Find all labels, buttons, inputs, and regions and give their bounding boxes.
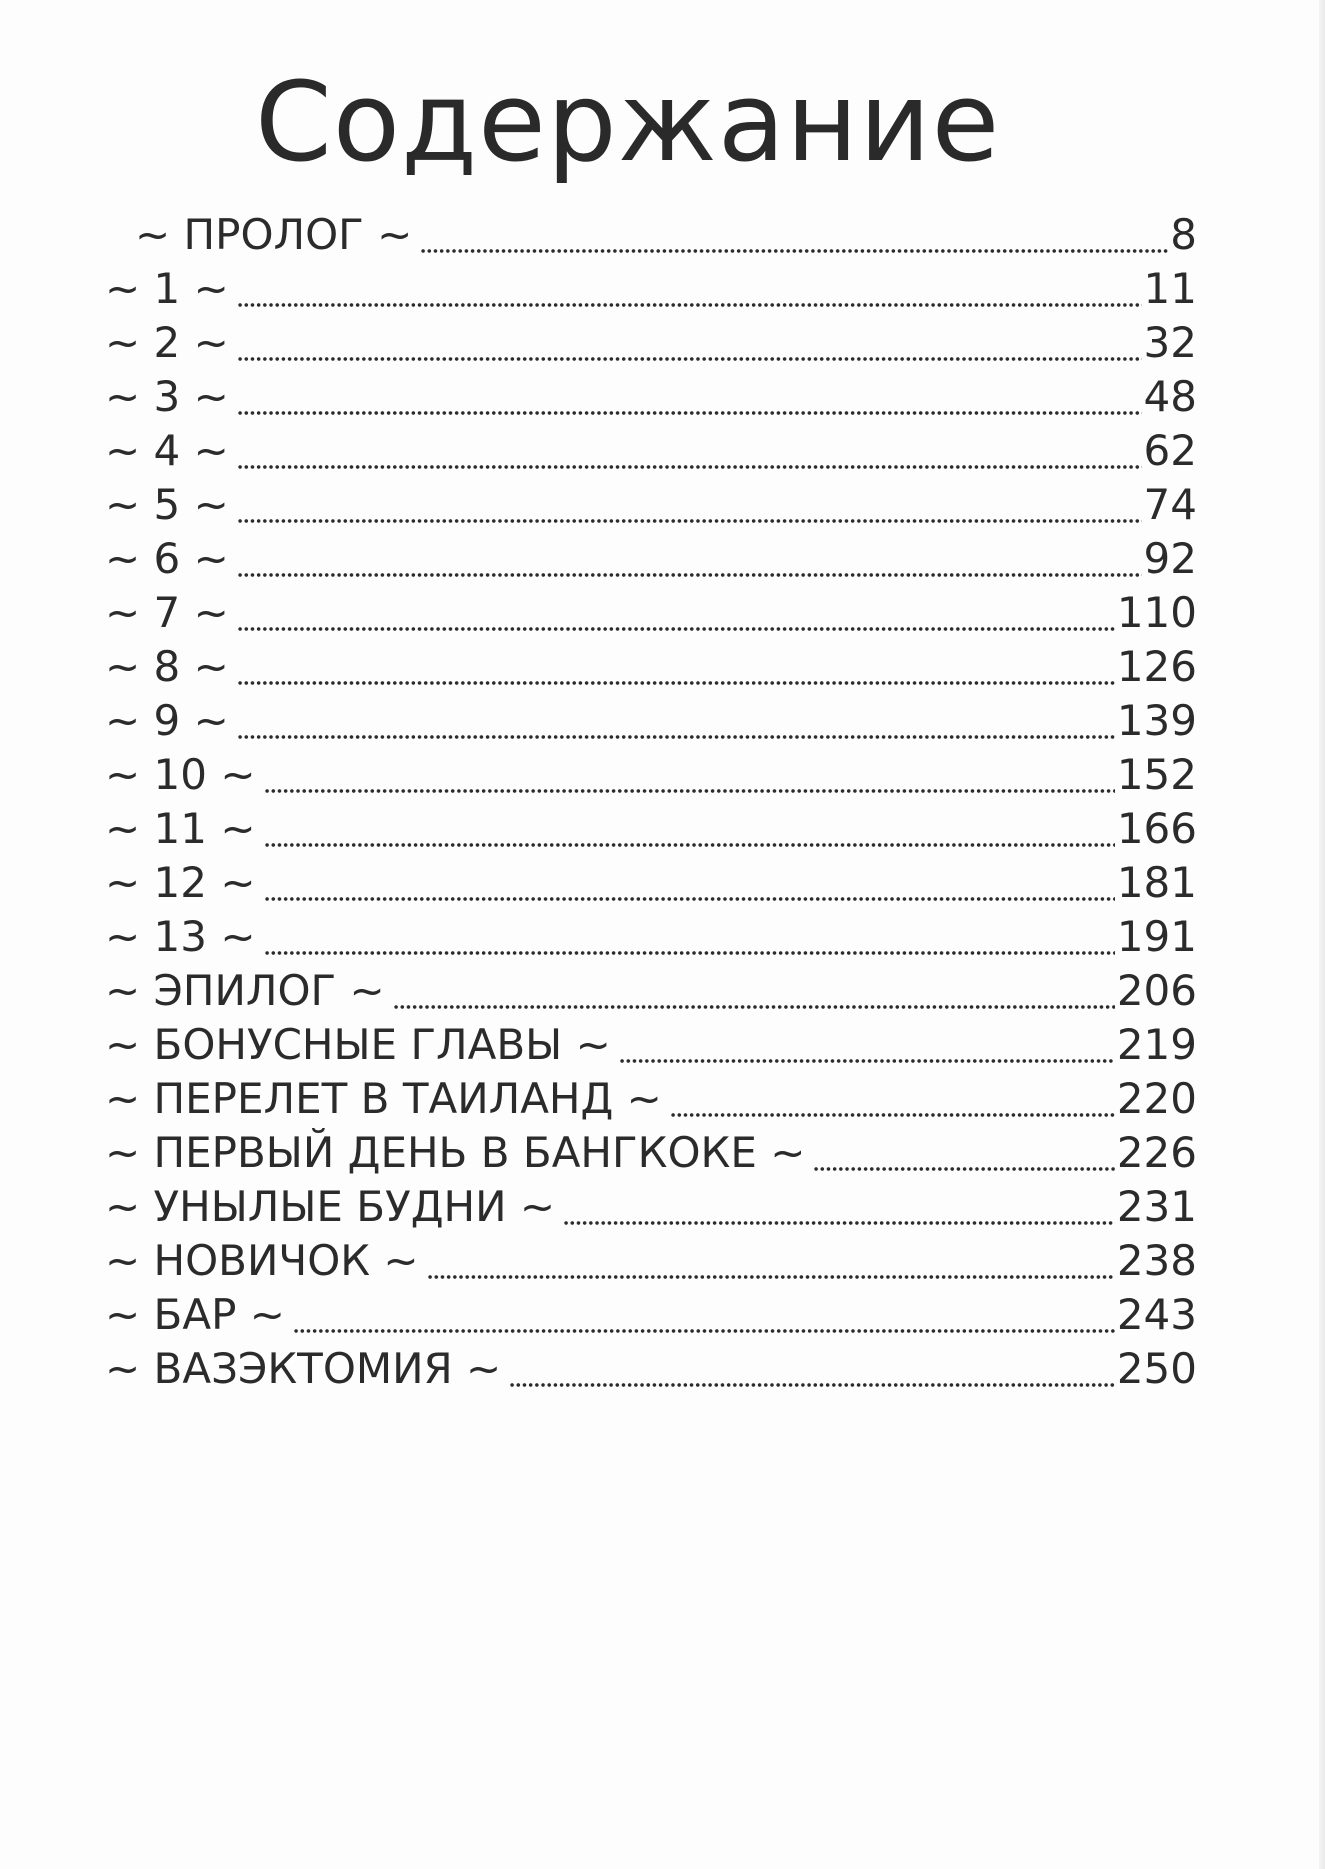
dot-leader: [264, 950, 1115, 956]
toc-entry-newbie[interactable]: [105, 1236, 1197, 1292]
toc-entry-chapter-11[interactable]: [105, 804, 1197, 860]
toc-entry-label: ~ ВАЗЭКТОМИЯ ~: [105, 1344, 502, 1393]
toc-entry-page: 226: [1116, 1128, 1197, 1177]
toc-entry-chapter-1[interactable]: [105, 264, 1197, 320]
toc-entry-page: 62: [1143, 426, 1197, 475]
toc-entry-page: 181: [1116, 858, 1197, 907]
toc-entry-label: ~ ПЕРВЫЙ ДЕНЬ В БАНГКОКЕ ~: [105, 1128, 806, 1177]
toc-entry-label: ~ БОНУСНЫЕ ГЛАВЫ ~: [105, 1020, 611, 1069]
dot-leader: [563, 1220, 1115, 1226]
toc-entry-page: 32: [1143, 318, 1197, 367]
toc-entry-page: 220: [1116, 1074, 1197, 1123]
toc-entry-chapter-12[interactable]: [105, 858, 1197, 914]
dot-leader: [427, 1274, 1115, 1280]
toc-entry-label: ~ 10 ~: [105, 750, 256, 799]
dot-leader: [237, 626, 1115, 632]
toc-entry-label: ~ ПЕРЕЛЕТ В ТАИЛАНД ~: [105, 1074, 662, 1123]
dot-leader: [264, 788, 1115, 794]
dot-leader: [509, 1382, 1115, 1388]
toc-entry-chapter-10[interactable]: [105, 750, 1197, 806]
toc-entry-page: 206: [1116, 966, 1197, 1015]
toc-entry-chapter-4[interactable]: [105, 426, 1197, 482]
toc-entry-page: 191: [1116, 912, 1197, 961]
dot-leader: [393, 1004, 1115, 1010]
toc-entry-page: 243: [1116, 1290, 1197, 1339]
toc-entry-chapter-9[interactable]: [105, 696, 1197, 752]
toc-entry-vasectomy[interactable]: [105, 1344, 1197, 1400]
toc-entry-page: 139: [1116, 696, 1197, 745]
dot-leader: [237, 680, 1115, 686]
toc-entry-page: 152: [1116, 750, 1197, 799]
toc-entry-chapter-7[interactable]: [105, 588, 1197, 644]
toc-entry-page: 110: [1116, 588, 1197, 637]
toc-entry-label: ~ 12 ~: [105, 858, 256, 907]
toc-entry-page: 126: [1116, 642, 1197, 691]
dot-leader: [237, 734, 1115, 740]
toc-entry-label: ~ 13 ~: [105, 912, 256, 961]
dot-leader: [237, 302, 1142, 308]
dot-leader: [237, 518, 1142, 524]
toc-entry-label: ~ 4 ~: [105, 426, 229, 475]
toc-entry-page: 231: [1116, 1182, 1197, 1231]
toc-entry-label: ~ УНЫЛЫЕ БУДНИ ~: [105, 1182, 556, 1231]
page-title: Содержание: [255, 58, 1001, 186]
toc-entry-bonus-chapters[interactable]: [105, 1020, 1197, 1076]
toc-entry-page: 48: [1143, 372, 1197, 421]
toc-entry-label: ~ НОВИЧОК ~: [105, 1236, 419, 1285]
dot-leader: [237, 356, 1142, 362]
dot-leader: [264, 842, 1115, 848]
dot-leader: [420, 248, 1168, 254]
dot-leader: [237, 410, 1142, 416]
toc-entry-chapter-8[interactable]: [105, 642, 1197, 698]
dot-leader: [293, 1328, 1115, 1334]
dot-leader: [619, 1058, 1115, 1064]
toc-entry-chapter-13[interactable]: [105, 912, 1197, 968]
toc-entry-page: 11: [1143, 264, 1197, 313]
toc-entry-flight-to-thailand[interactable]: [105, 1074, 1197, 1130]
toc-entry-label: ~ ЭПИЛОГ ~: [105, 966, 385, 1015]
toc-entry-label: ~ 2 ~: [105, 318, 229, 367]
dot-leader: [813, 1166, 1114, 1172]
dot-leader: [237, 572, 1142, 578]
dot-leader: [264, 896, 1115, 902]
toc-entry-page: 250: [1116, 1344, 1197, 1393]
toc-entry-chapter-5[interactable]: [105, 480, 1197, 536]
toc-entry-page: 8: [1170, 210, 1197, 259]
toc-entry-page: 92: [1143, 534, 1197, 583]
toc-entry-page: 238: [1116, 1236, 1197, 1285]
toc-entry-label: ~ 9 ~: [105, 696, 229, 745]
toc-entry-label: ~ 8 ~: [105, 642, 229, 691]
toc-entry-dull-weekdays[interactable]: [105, 1182, 1197, 1238]
toc-entry-chapter-3[interactable]: [105, 372, 1197, 428]
toc-entry-label: ~ 1 ~: [105, 264, 229, 313]
toc-entry-epilogue[interactable]: [105, 966, 1197, 1022]
toc-entry-page: 166: [1116, 804, 1197, 853]
toc-entry-label: ~ 3 ~: [105, 372, 229, 421]
toc-entry-label: ~ 7 ~: [105, 588, 229, 637]
toc-entry-label: ~ БАР ~: [105, 1290, 285, 1339]
toc-entry-chapter-2[interactable]: [105, 318, 1197, 374]
dot-leader: [670, 1112, 1115, 1118]
toc-entry-label: ~ ПРОЛОГ ~: [135, 210, 413, 259]
toc-entry-label: ~ 5 ~: [105, 480, 229, 529]
toc-entry-first-day-bangkok[interactable]: [105, 1128, 1197, 1184]
toc-entry-page: 219: [1116, 1020, 1197, 1069]
toc-entry-label: ~ 11 ~: [105, 804, 256, 853]
dot-leader: [237, 464, 1142, 470]
toc-entry-label: ~ 6 ~: [105, 534, 229, 583]
toc-entry-page: 74: [1143, 480, 1197, 529]
toc-entry-bar[interactable]: [105, 1290, 1197, 1346]
toc-entry-prologue[interactable]: [135, 210, 1197, 266]
toc-entry-chapter-6[interactable]: [105, 534, 1197, 590]
